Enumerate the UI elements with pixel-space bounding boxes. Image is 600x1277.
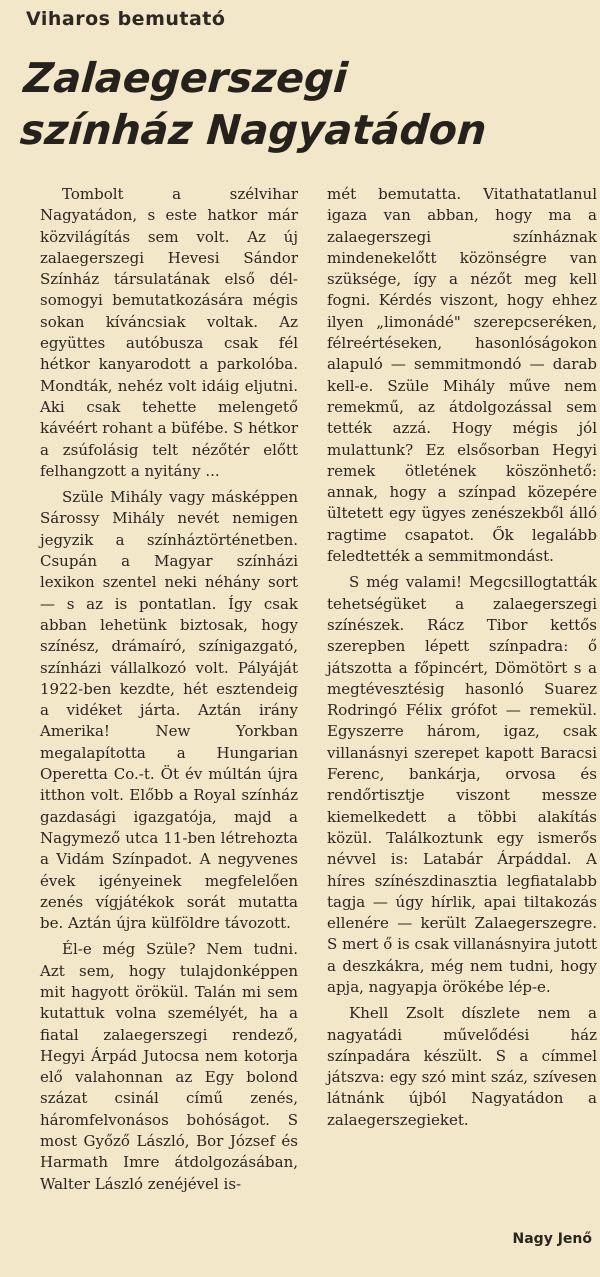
kicker: Viharos bemutató xyxy=(26,8,226,30)
paragraph: Khell Zsolt díszlete nem a nagyatádi művelődési ház színpadára készült. S a címmel játszva: egy szó mint száz, szívesen látnánk újból Nagyatádon a zalaegerszegieket. xyxy=(327,1004,597,1129)
paragraph: Tombolt a szélvihar Nagyatádon, s este hatkor már közvilágítás sem volt. Az új zalaegerszegi Hevesi Sándor Színház társulatának első dél-somogyi bemutatkozására mégis sokan kíváncsiak voltak. Az együttes autóbusza csak fél hétkor kanyarodott a parkolóba. Mondták, nehéz volt idáig eljutni. Aki csak tehette melengető kávéért rohant a büfébe. S hétkor a zsúfolásig telt nézőtér előtt felhangzott a nyitány ... xyxy=(40,185,298,480)
headline xyxy=(18,52,595,156)
paragraph: Szüle Mihály vagy másképpen Sárossy Mihály nevét nemigen jegyzik a színháztörténetben. Csupán a Magyar színházi lexikon szentel neki néhány sort — s az is pontatlan. Így csak abban lehetünk biztosak, hogy színész, drámaíró, színigazgató, színházi vállalkozó volt. Pályáját 1922-ben kezdte, hét esztendeig a vidéket járta. Aztán irány Amerika! New Yorkban megalapította a Hungarian Operetta Co.-t. Öt év múltán újra itthon volt. Előbb a Royal színház gazdasági igazgatója, majd a Nagymező utca 11-ben létrehozta a Vidám Színpadot. A negyvenes évek igényeinek megfelelően zenés vígjátékok sorát mutatta be. Aztán újra külföldre távozott. xyxy=(40,488,298,933)
paragraph: S még valami! Megcsillogtatták tehetségüket a zalaegerszegi színészek. Rácz Tibor kettős szerepben lépett színpadra: ő játszotta a főpincért, Dömötört s a megtévesztésig hasonló Suarez Rodringó Félix grófot — remekül. Egyszerre három, igaz, csak villanásnyi szerepet kapott Baracsi Ferenc, bankárja, orvosa és rendőrtisztje viszont messze kiemelkedett a többi alakítás közül. Találkoztunk egy ismerős névvel is: Latabár Árpáddal. A híres színészdinasztia legfiatalabb tagja — úgy hírlik, apai tiltakozás ellenére — került Zalaegerszegre. S mert ő is csak villanásnyira jutott a deszkákra, még nem tudni, hogy apja, nagyapja örökébe lép-e. xyxy=(327,573,597,996)
article-column-left xyxy=(40,184,298,1200)
headline-line-1: Zalaegerszegi xyxy=(22,54,350,102)
article-column-right xyxy=(327,184,597,1136)
author-byline: Nagy Jenő xyxy=(512,1231,592,1247)
paragraph: Él-e még Szüle? Nem tudni. Azt sem, hogy tulajdonképpen mit hagyott örökül. Talán mi sem kutattuk volna személyét, ha a fiatal zalaegerszegi rendező, Hegyi Árpád Jutocsa nem kotorja elő valahonnan az Egy bolond százat csinál című zenés, háromfelvonásos bohóságot. S most Győző László, Bor József és Harmath Imre átdolgozásában, Walter László zenéjével is- xyxy=(40,940,298,1193)
headline-line-2: színház Nagyatádon xyxy=(18,106,489,154)
paragraph: mét bemutatta. Vitathatatlanul igaza van abban, hogy ma a zalaegerszegi színháznak mindenekelőtt közönségre van szüksége, így a nézőt meg kell fogni. Kérdés viszont, hogy ehhez ilyen „limonádé" szerepcseréken, félreértéseken, hasonlóságokon alapuló — semmitmondó — darab kell-e. Szüle Mihály műve nem remekmű, az átdolgozással sem tették azzá. Hogy mégis jól mulattunk? Ez elsősorban Hegyi remek ötletének köszönhető: annak, hogy a színpad közepére ültetett egy ügyes zenészekből álló ragtime csapatot. Ők legalább feledtették a semmitmondást. xyxy=(327,185,597,566)
